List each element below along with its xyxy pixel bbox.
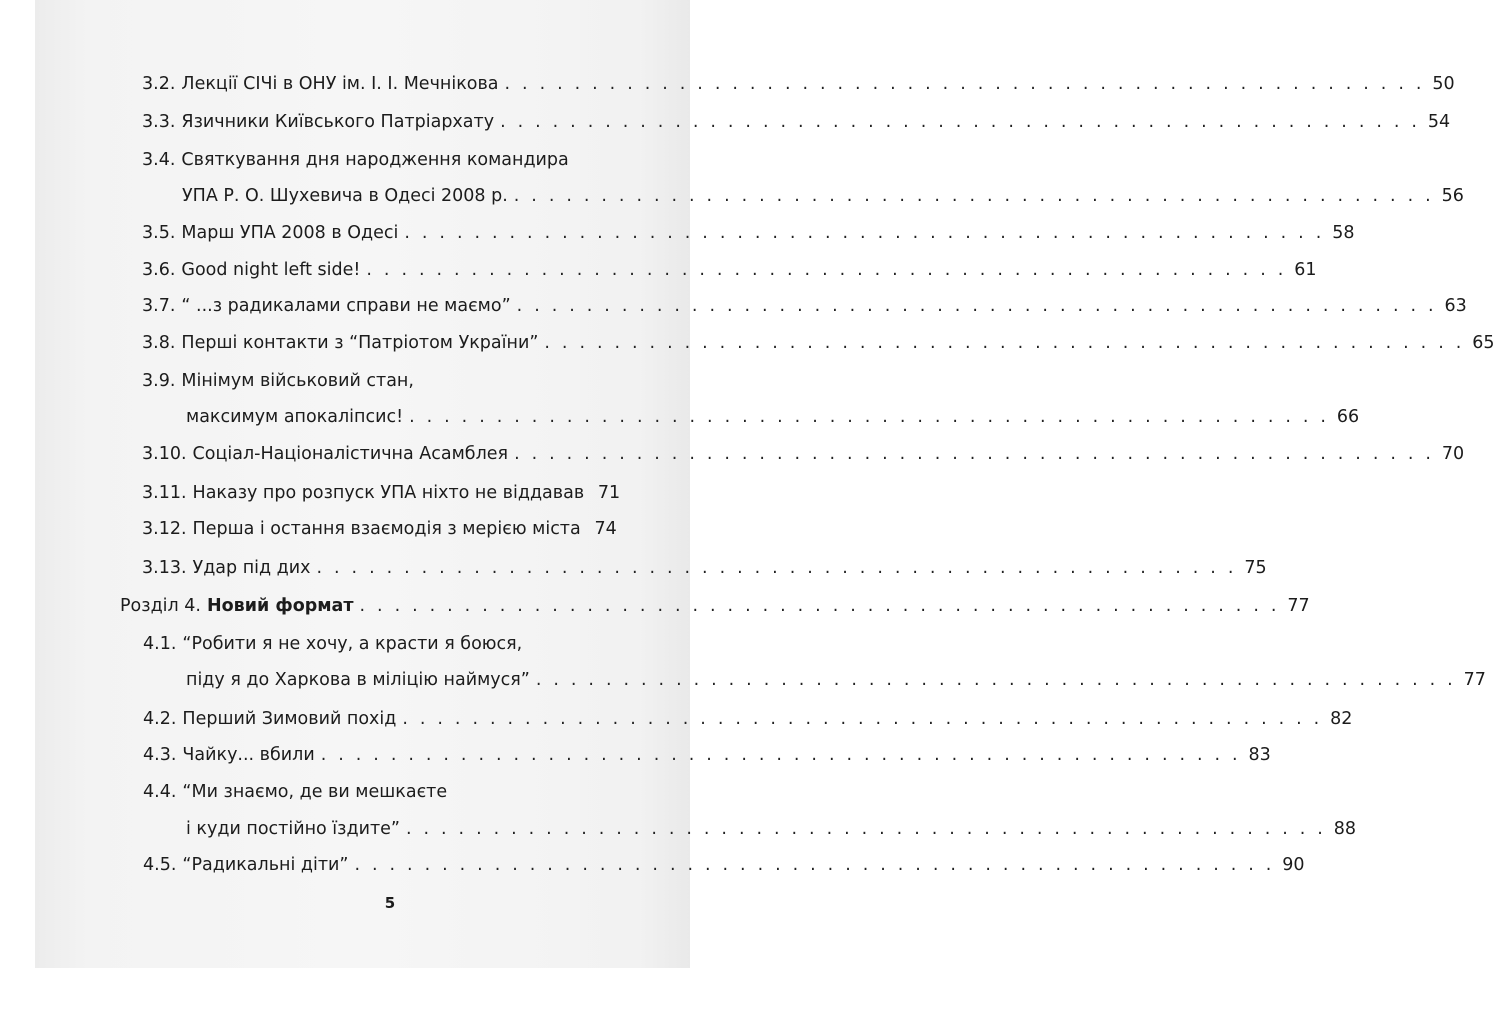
leader-dots: . . . . . . . . . . . . . . . . . . . . . . . . . . . . . . . . . . . . . . . . . . . . . . . . . . . . . — [514, 444, 1435, 464]
leader-dots: . . . . . . . . . . . . . . . . . . . . . . . . . . . . . . . . . . . . . . . . . . . . . . . . . . . . . — [402, 709, 1323, 729]
toc-entry-title: “Робити я не хочу, а красти я боюся, — [182, 634, 523, 654]
toc-entry-page: 54 — [1427, 112, 1451, 132]
toc-entry-title-continued: максимум апокаліпсис! — [186, 407, 404, 427]
toc-entry-page: 77 — [1463, 670, 1486, 690]
toc-entry-number: 3.2. — [142, 74, 176, 94]
toc-entry-title: Святкування дня народження командира — [181, 150, 569, 170]
toc-entry-page: 50 — [1432, 74, 1455, 94]
toc-entry-title: Чайку... вбили — [182, 745, 315, 765]
toc-entry-3-4-line2 — [182, 184, 1464, 208]
toc-entry-number: 4.2. — [143, 709, 177, 729]
toc-entry-page: 90 — [1282, 855, 1305, 875]
toc-entry-page: 77 — [1287, 596, 1310, 616]
toc-entry-title: Перші контакти з “Патріотом України” — [181, 333, 539, 353]
toc-entry-4-2 — [143, 707, 1353, 731]
leader-dots: . . . . . . . . . . . . . . . . . . . . . . . . . . . . . . . . . . . . . . . . . . . . . . . . . . . . . — [320, 745, 1241, 765]
leader-dots: . . . . . . . . . . . . . . . . . . . . . . . . . . . . . . . . . . . . . . . . . . . . . . . . . . . . . — [409, 407, 1330, 427]
toc-entry-title: Наказу про розпуск УПА ніхто не віддавав — [192, 483, 585, 503]
toc-entry-page: 82 — [1330, 709, 1353, 729]
toc-entry-3-11 — [142, 481, 621, 505]
toc-entry-page: 88 — [1333, 819, 1357, 839]
toc-entry-number: 4.3. — [143, 745, 177, 765]
toc-entry-3-10 — [142, 442, 1465, 466]
toc-entry-number: 3.13. — [142, 558, 187, 578]
toc-entry-page: 71 — [597, 483, 621, 503]
toc-entry-3-12 — [142, 517, 617, 541]
leader-dots: . . . . . . . . . . . . . . . . . . . . . . . . . . . . . . . . . . . . . . . . . . . . . . . . . . . . . — [354, 855, 1275, 875]
toc-entry-page: 63 — [1444, 296, 1467, 316]
toc-entry-4-1-line1 — [143, 632, 612, 656]
toc-entry-title-continued: УПА Р. О. Шухевича в Одесі 2008 р. — [182, 186, 508, 206]
toc-entry-title: Соціал-Націоналістична Асамблея — [192, 444, 509, 464]
toc-entry-page: 66 — [1336, 407, 1360, 427]
toc-entry-page: 61 — [1294, 260, 1317, 280]
toc-entry-4-4-line2 — [186, 817, 1357, 841]
toc-entry-number: 3.12. — [142, 519, 187, 539]
toc-entry-3-13 — [142, 556, 1267, 580]
toc-entry-3-6 — [142, 258, 1317, 282]
toc-entry-title: Язичники Київського Патріархату — [181, 112, 495, 132]
toc-entry-title: “Радикальні діти” — [182, 855, 349, 875]
toc-entry-title: Лекції СІЧі в ОНУ ім. І. І. Мечнікова — [181, 74, 499, 94]
leader-dots: . . . . . . . . . . . . . . . . . . . . . . . . . . . . . . . . . . . . . . . . . . . . . . . . . . . . . — [366, 260, 1287, 280]
toc-entry-title: Good night left side! — [181, 260, 361, 280]
toc-section-4 — [120, 594, 1310, 618]
toc-entry-number: 3.6. — [142, 260, 176, 280]
leader-dots: . . . . . . . . . . . . . . . . . . . . . . . . . . . . . . . . . . . . . . . . . . . . . . . . . . . . . — [516, 296, 1437, 316]
toc-entry-title: Мінімум військовий стан, — [181, 371, 414, 391]
toc-entry-number: 3.10. — [142, 444, 187, 464]
toc-entry-3-5 — [142, 221, 1355, 245]
toc-entry-number: 3.3. — [142, 112, 176, 132]
toc-entry-number: 3.7. — [142, 296, 176, 316]
toc-entry-page: 56 — [1441, 186, 1464, 206]
leader-dots: . . . . . . . . . . . . . . . . . . . . . . . . . . . . . . . . . . . . . . . . . . . . . . . . . . . . . — [404, 223, 1325, 243]
leader-dots: . . . . . . . . . . . . . . . . . . . . . . . . . . . . . . . . . . . . . . . . . . . . . . . . . . . . . — [535, 670, 1456, 690]
section-prefix: Розділ 4. — [120, 596, 201, 616]
toc-entry-number: 3.11. — [142, 483, 187, 503]
toc-entry-title: “Ми знаємо, де ви мешкаєте — [182, 782, 448, 802]
toc-entry-page: 58 — [1332, 223, 1355, 243]
leader-dots: . . . . . . . . . . . . . . . . . . . . . . . . . . . . . . . . . . . . . . . . . . . . . . . . . . . . . — [359, 596, 1280, 616]
toc-entry-title-continued: і куди постійно їздите” — [186, 819, 400, 839]
toc-entry-4-1-line2 — [186, 668, 1486, 692]
toc-entry-page: 75 — [1244, 558, 1267, 578]
toc-entry-number: 3.8. — [142, 333, 176, 353]
toc-entry-3-9-line1 — [142, 369, 612, 393]
leader-dots: . . . . . . . . . . . . . . . . . . . . . . . . . . . . . . . . . . . . . . . . . . . . . . . . . . . . . — [513, 186, 1434, 206]
toc-entry-title: Удар під дих — [192, 558, 311, 578]
toc-entry-number: 4.4. — [143, 782, 177, 802]
toc-entry-3-4-line1 — [142, 148, 612, 172]
leader-dots: . . . . . . . . . . . . . . . . . . . . . . . . . . . . . . . . . . . . . . . . . . . . . . . . . . . . . — [316, 558, 1237, 578]
section-title: Новий формат — [206, 596, 354, 616]
toc-entry-4-5 — [143, 853, 1305, 877]
toc-entry-4-3 — [143, 743, 1271, 767]
toc-entry-title: Перша і остання взаємодія з мерією міста — [192, 519, 581, 539]
toc-entry-number: 3.5. — [142, 223, 176, 243]
toc-entry-page: 65 — [1472, 333, 1494, 353]
toc-entry-title: Перший Зимовий похід — [182, 709, 397, 729]
toc-entry-page: 74 — [594, 519, 617, 539]
toc-entry-number: 4.1. — [143, 634, 177, 654]
toc-entry-page: 83 — [1248, 745, 1271, 765]
toc-entry-number: 3.4. — [142, 150, 176, 170]
toc-entry-3-8 — [142, 331, 1494, 355]
page-number: 5 — [384, 894, 396, 912]
toc-entry-title: Марш УПА 2008 в Одесі — [181, 223, 399, 243]
leader-dots: . . . . . . . . . . . . . . . . . . . . . . . . . . . . . . . . . . . . . . . . . . . . . . . . . . . . . — [500, 112, 1421, 132]
toc-entry-page: 70 — [1441, 444, 1465, 464]
toc-entry-title-continued: піду я до Харкова в міліцію наймуся” — [186, 670, 530, 690]
toc-entry-3-9-line2 — [186, 405, 1360, 429]
leader-dots: . . . . . . . . . . . . . . . . . . . . . . . . . . . . . . . . . . . . . . . . . . . . . . . . . . . . . — [504, 74, 1425, 94]
leader-dots: . . . . . . . . . . . . . . . . . . . . . . . . . . . . . . . . . . . . . . . . . . . . . . . . . . . . . — [544, 333, 1465, 353]
toc-entry-3-3 — [142, 110, 1451, 134]
toc-entry-4-4-line1 — [143, 780, 612, 804]
toc-entry-3-7 — [142, 294, 1467, 318]
toc-entry-3-2 — [142, 72, 1455, 96]
toc-entry-title: “ ...з радикалами справи не маємо” — [181, 296, 511, 316]
toc-entry-number: 4.5. — [143, 855, 177, 875]
leader-dots: . . . . . . . . . . . . . . . . . . . . . . . . . . . . . . . . . . . . . . . . . . . . . . . . . . . . . — [405, 819, 1327, 839]
toc-entry-number: 3.9. — [142, 371, 176, 391]
